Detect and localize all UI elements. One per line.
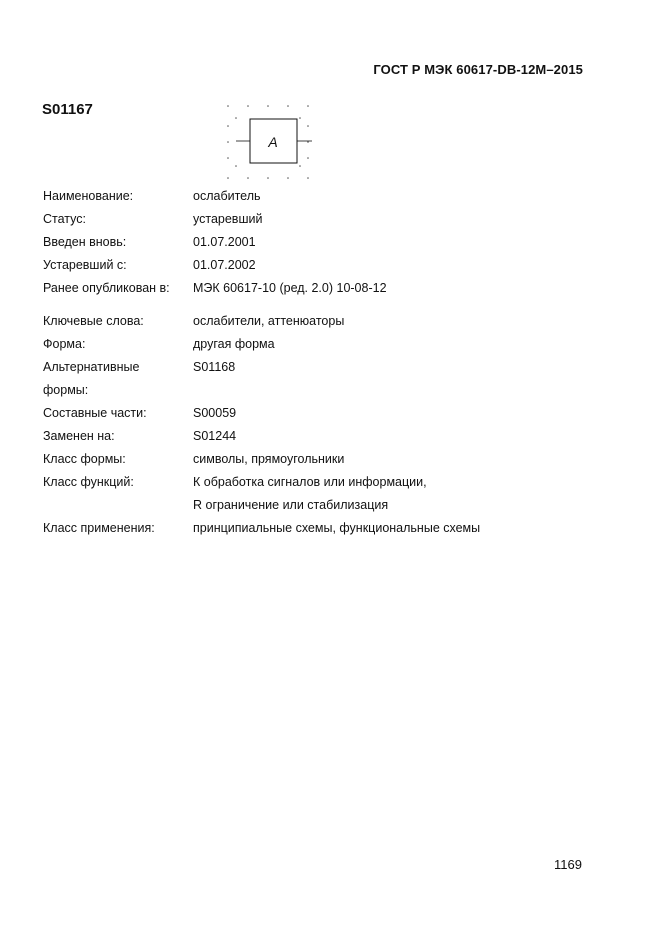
property-value: [193, 379, 523, 402]
property-value: S01168: [193, 360, 236, 374]
property-label: Класс функций:: [43, 475, 134, 489]
property-label: Форма:: [43, 337, 86, 351]
property-label: [43, 494, 193, 517]
property-label: Заменен на:: [43, 429, 115, 443]
property-label: Введен вновь:: [43, 235, 127, 249]
property-value: МЭК 60617-10 (ред. 2.0) 10-08-12: [193, 281, 387, 295]
symbol-id: S01167: [42, 101, 93, 118]
property-row: [43, 185, 523, 208]
attenuator-symbol-drawing: [222, 100, 322, 184]
property-label: Наименование:: [43, 189, 134, 203]
property-row: [43, 333, 523, 356]
property-value: S01244: [193, 429, 237, 443]
page-number: 1169: [554, 857, 582, 872]
property-row: [43, 425, 523, 448]
property-label: формы:: [43, 383, 89, 397]
property-label: Класс формы:: [43, 452, 126, 466]
property-value: ослабители, аттенюаторы: [193, 314, 345, 328]
property-row: [43, 277, 523, 300]
property-row: [43, 494, 523, 517]
property-row: [43, 517, 523, 540]
property-label: Ранее опубликован в:: [43, 281, 170, 295]
property-label: Устаревший с:: [43, 258, 127, 272]
property-row: [43, 254, 523, 277]
property-value: К обработка сигналов или информации,: [193, 475, 427, 489]
property-row: [43, 231, 523, 254]
property-label: Класс применения:: [43, 521, 155, 535]
properties-table: [43, 185, 523, 540]
property-row: [43, 356, 523, 379]
property-row: [43, 471, 523, 494]
property-value: S00059: [193, 406, 237, 420]
symbol-letter: A: [268, 134, 278, 150]
property-row: [43, 310, 523, 333]
property-value: R ограничение или стабилизация: [193, 498, 389, 512]
property-value: 01.07.2002: [193, 258, 256, 272]
property-row: [43, 402, 523, 425]
property-value: другая форма: [193, 337, 275, 351]
property-row: [43, 379, 523, 402]
property-value: 01.07.2001: [193, 235, 256, 249]
symbol-figure: [222, 100, 322, 184]
property-label: Альтернативные: [43, 360, 140, 374]
property-label: Составные части:: [43, 406, 147, 420]
property-value: принципиальные схемы, функциональные схемы: [193, 521, 481, 535]
property-value: символы, прямоугольники: [193, 452, 345, 466]
property-row: [43, 448, 523, 471]
property-row: [43, 208, 523, 231]
property-value: устаревший: [193, 212, 263, 226]
property-label: Статус:: [43, 212, 86, 226]
property-label: Ключевые слова:: [43, 314, 144, 328]
document-header: ГОСТ Р МЭК 60617-DB-12M–2015: [373, 62, 583, 77]
property-value: ослабитель: [193, 189, 261, 203]
